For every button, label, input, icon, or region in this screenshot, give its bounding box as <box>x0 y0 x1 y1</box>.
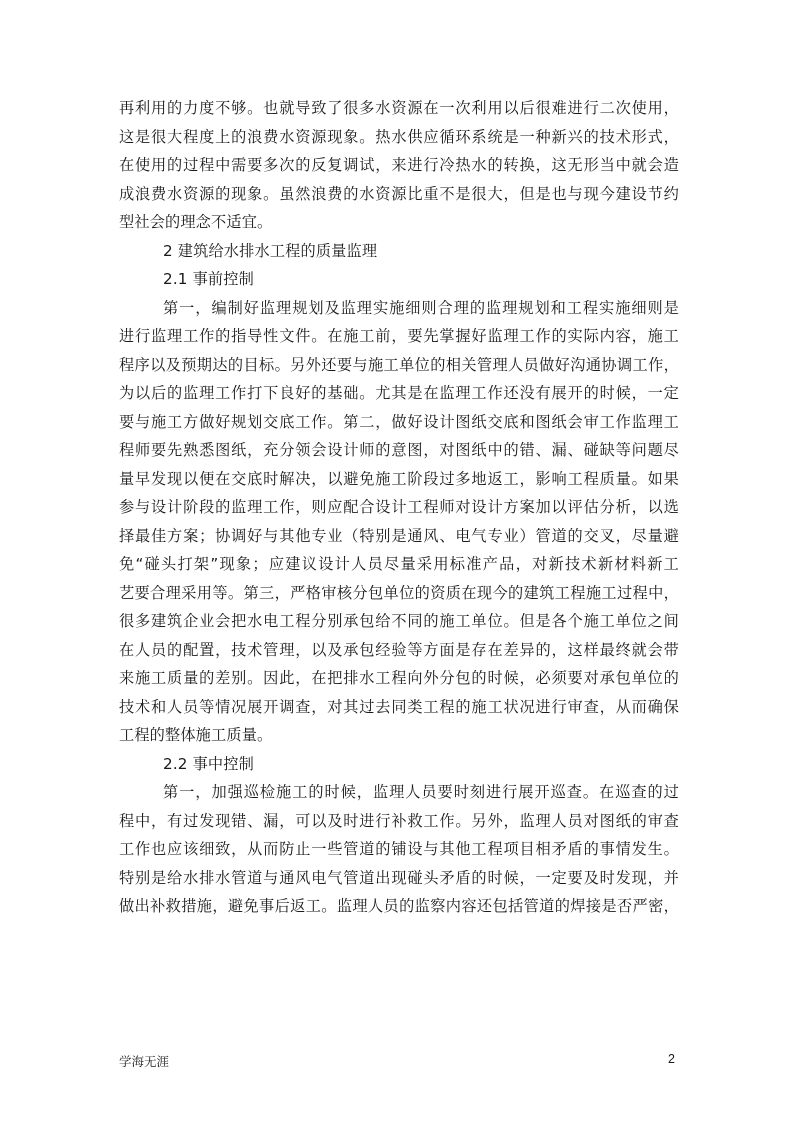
paragraph-line: 来施工质量的差别。因此，在把排水工程向外分包的时候，必须要对承包单位的 <box>119 669 679 687</box>
body-text <box>119 94 679 921</box>
paragraph-line: 要与施工方做好规划交底工作。第二，做好设计图纸交底和图纸会审工作监理工 <box>119 412 679 431</box>
paragraph-line: 成浪费水资源的现象。虽然浪费的水资源比重不是很大，但是也与现今建设节约 <box>119 184 679 203</box>
paragraph-line: 免“碰头打架”现象；应建议设计人员尽量采用标准产品，对新技术新材料新工 <box>119 555 679 573</box>
paragraph-line: 程师要先熟悉图纸，充分领会设计师的意图，对图纸中的错、漏、碰缺等问题尽 <box>119 441 679 459</box>
paragraph-line: 程中，有过发现错、漏，可以及时进行补救工作。另外，监理人员对图纸的审查 <box>119 811 679 830</box>
paragraph-line: 很多建筑企业会把水电工程分别承包给不同的施工单位。但是各个施工单位之间 <box>119 612 679 630</box>
paragraph-line: 型社会的理念不适宜。 <box>119 213 273 231</box>
paragraph-line: 做出补救措施，避免事后返工。监理人员的监察内容还包括管道的焊接是否严密， <box>119 897 679 915</box>
section-heading: 2 建筑给水排水工程的质量监理 <box>163 241 378 260</box>
footer-motto: 学海无涯 <box>119 1054 170 1069</box>
paragraph-line: 特别是给水排水管道与通风电气管道出现碰头矛盾的时候，一定要及时发现，并 <box>119 868 679 887</box>
page-number: 2 <box>668 1052 675 1066</box>
paragraph-line: 量早发现以便在交底时解决，以避免施工阶段过多地返工，影响工程质量。如果 <box>119 469 679 488</box>
subsection-heading: 2.2 事中控制 <box>163 754 254 773</box>
paragraph-line: 艺要合理采用等。第三，严格审核分包单位的资质在现今的建筑工程施工过程中， <box>119 583 679 602</box>
paragraph-line: 为以后的监理工作打下良好的基础。尤其是在监理工作还没有展开的时候，一定 <box>119 384 679 402</box>
paragraph-line: 再利用的力度不够。也就导致了很多水资源在一次利用以后很难进行二次使用， <box>119 99 679 117</box>
paragraph-line: 技术和人员等情况展开调查，对其过去同类工程的施工状况进行审查，从而确保 <box>119 697 679 716</box>
paragraph-line: 参与设计阶段的监理工作，则应配合设计工程师对设计方案加以评估分析，以选 <box>119 498 679 516</box>
paragraph-line: 进行监理工作的指导性文件。在施工前，要先掌握好监理工作的实际内容，施工 <box>119 327 679 345</box>
paragraph-line: 在使用的过程中需要多次的反复调试，来进行冷热水的转换，这无形当中就会造 <box>119 156 679 174</box>
paragraph-line: 工程的整体施工质量。 <box>119 726 273 744</box>
paragraph-line: 这是很大程度上的浪费水资源现象。热水供应循环系统是一种新兴的技术形式， <box>119 127 679 146</box>
paragraph-line: 程序以及预期达的目标。另外还要与施工单位的相关管理人员做好沟通协调工作， <box>119 355 679 374</box>
subsection-heading: 2.1 事前控制 <box>163 270 254 288</box>
paragraph-line: 工作也应该细致，从而防止一些管道的铺设与其他工程项目相矛盾的事情发生。 <box>119 840 679 858</box>
paragraph-line: 第一，加强巡检施工的时候，监理人员要时刻进行展开巡查。在巡查的过 <box>163 783 679 801</box>
paragraph-line: 择最佳方案；协调好与其他专业（特别是通风、电气专业）管道的交叉，尽量避 <box>119 526 679 545</box>
paragraph-line: 在人员的配置，技术管理，以及承包经验等方面是存在差异的，这样最终就会带 <box>119 640 679 659</box>
paragraph-line: 第一，编制好监理规划及监理实施细则合理的监理规划和工程实施细则是 <box>163 298 679 317</box>
